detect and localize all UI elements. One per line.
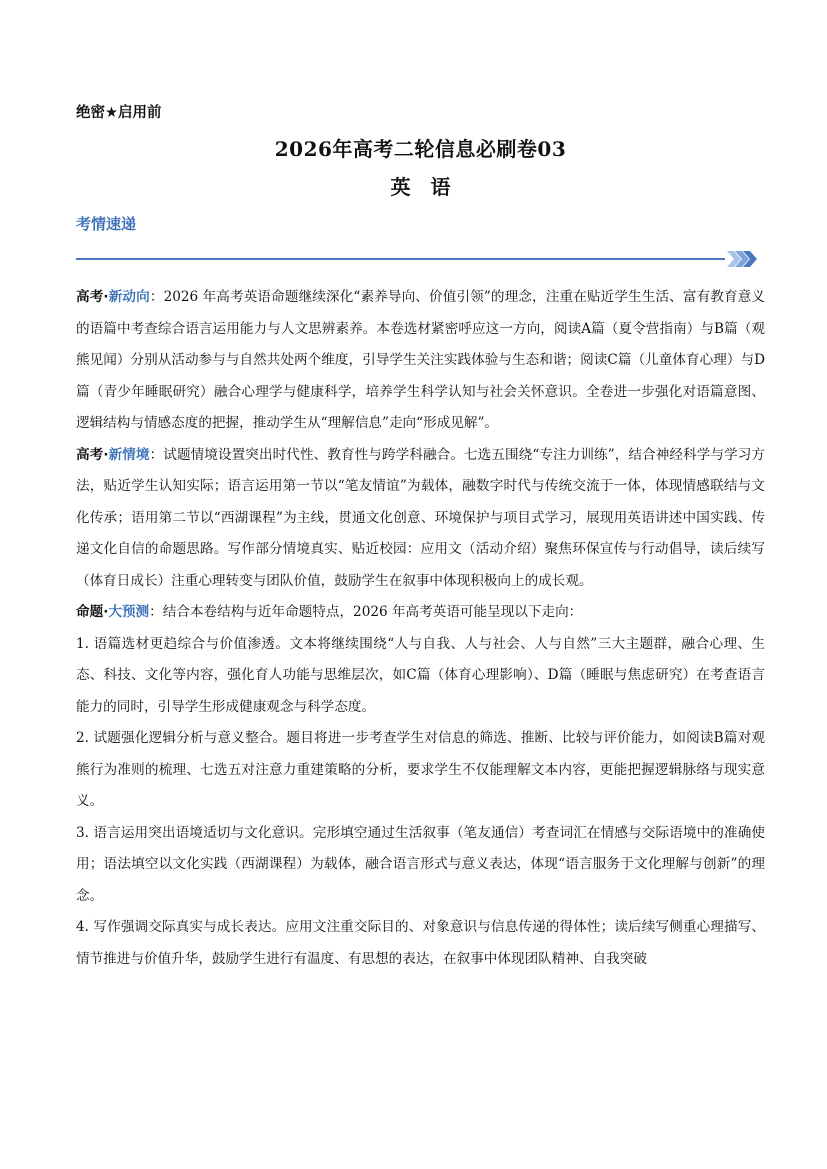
prediction-item-3: 3. 语言运用突出语境适切与文化意识。完形填空通过生活叙事（笔友通信）考查词汇在情感与交际语境中的准确使用；语法填空以文化实践（西湖课程）为载体，融合语言形式与意义表达，体现“语言服务于文化理解与创新”的理念。 <box>76 824 765 904</box>
lead-label-a: 高考 <box>76 446 104 463</box>
paragraph-text: 试题情境设置突出时代性、教育性与跨学科融合。七选五围绕“专注力训练”，结合神经科学与学习方法，贴近学生认知实际；语言运用第一节以“笔友情谊”为载体，融数字时代与传统交流于一体，体现情感联结与文化传承；语用第二节以“西湖课程”为主线，贯通文化创意、环境保护与项目式学习，展现用英语讲述中国实践、传递文化自信的命题思路。写作部分情境真实、贴近校园：应用文（活动介绍）聚焦环保宣传与行动倡导，读后续写（体育日成长）注重心理转变与团队价值，鼓励学生在叙事中体现积极向上的成长观。 <box>76 446 766 589</box>
prediction-item-1: 1. 语篇选材更趋综合与价值渗透。文本将继续围绕“人与自我、人与社会、人与自然”三大主题群，融合心理、生态、科技、文化等内容，强化育人功能与思维层次，如C篇（体育心理影响）、D篇（睡眠与焦虑研究）在考查语言能力的同时，引导学生形成健康观念与科学态度。 <box>76 635 765 715</box>
section-divider <box>76 250 761 268</box>
lead-label-b: 大预测 <box>108 604 150 620</box>
divider-line <box>76 258 725 260</box>
exam-title: 2026年高考二轮信息必刷卷03 <box>274 137 567 161</box>
lead-label <box>76 604 149 620</box>
lead-colon: ： <box>149 604 163 620</box>
section-heading: 考情速递 <box>76 215 137 233</box>
paragraph-text: 2026 年高考英语命题继续深化“素养导向、价值引领”的理念，注重在贴近学生生活、富有教育意义的语篇中考查综合语言运用能力与人文思辨素养。本卷选材紧密呼应这一方向，阅读A篇（夏令营指南）与B篇（观熊见闻）分别从活动参与与自然共处两个维度，引导学生关注实践体验与生态和谐；阅读C篇（儿童体育心理）与D篇（青少年睡眠研究）融合心理学与健康科学，培养学生科学认知与社会关怀意识。全卷进一步强化对语篇意图、逻辑结构与情感态度的把握，推动学生从“理解信息”走向“形成见解”。 <box>76 289 766 431</box>
lead-separator: · <box>103 289 109 305</box>
prediction-item-4: 4. 写作强调交际真实与成长表达。应用文注重交际目的、对象意识与信息传递的得体性；读后续写侧重心理描写、情节推进与价值升华，鼓励学生进行有温度、有思想的表达，在叙事中体现团队精神、自我突破 <box>76 919 765 967</box>
lead-label-a: 命题 <box>76 604 104 620</box>
lead-label <box>76 289 150 305</box>
lead-label-b: 新情境 <box>108 446 150 463</box>
lead-label <box>76 447 150 463</box>
paragraph-new-direction <box>76 282 765 440</box>
paragraph-new-context <box>76 440 765 598</box>
analysis-content <box>76 282 765 975</box>
lead-separator: · <box>103 604 109 620</box>
lead-label-b: 新动向 <box>108 289 150 305</box>
lead-colon: ： <box>149 289 164 305</box>
lead-label-a: 高考 <box>76 289 104 305</box>
paragraph-prediction <box>76 597 765 629</box>
double-chevron-right-icon <box>725 250 761 268</box>
confidential-mark: 绝密★启用前 <box>76 105 162 121</box>
exam-subject: 英 语 <box>390 175 451 199</box>
lead-colon: ： <box>149 446 164 463</box>
lead-separator: · <box>103 446 109 463</box>
prediction-item-2: 2. 试题强化逻辑分析与意义整合。题目将进一步考查学生对信息的筛选、推断、比较与评价能力，如阅读B篇对观熊行为准则的梳理、七选五对注意力重建策略的分析，要求学生不仅能理解文本内容，更能把握逻辑脉络与现实意义。 <box>76 730 765 809</box>
paragraph-text: 结合本卷结构与近年命题特点，2026 年高考英语可能呈现以下走向： <box>162 604 583 620</box>
